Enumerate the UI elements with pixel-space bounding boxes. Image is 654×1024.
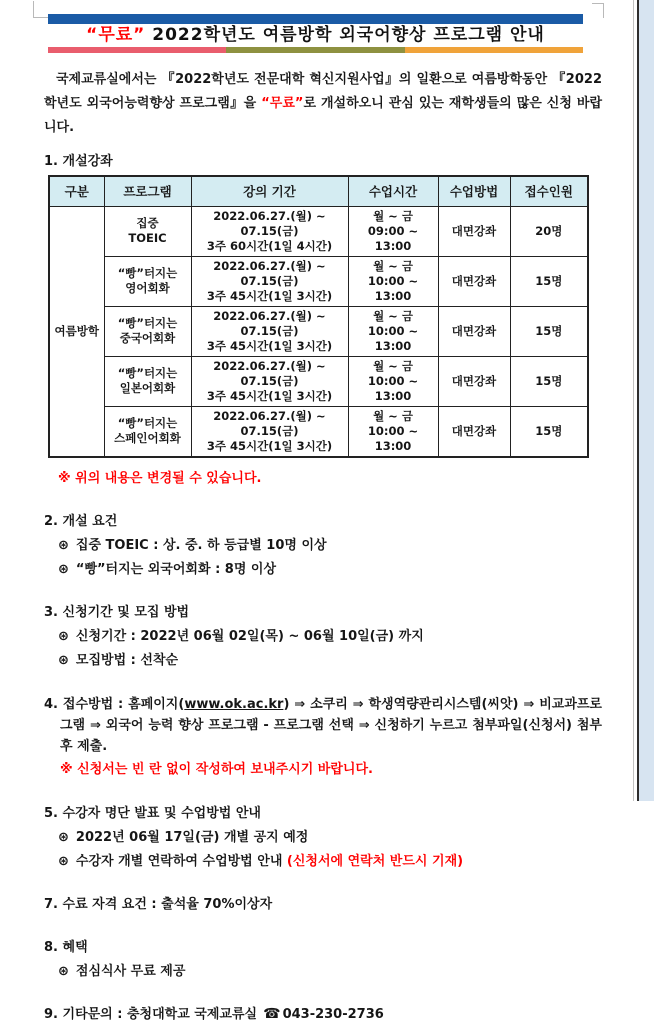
intro-text-pre: 국제교류실에서는 『2022학년도 전문대학 혁신지원사업』의 일환으로 여름방학동안 『2022학년도 외국어능력향상 프로그램』을 (44, 72, 602, 111)
col-header-program: 프로그램 (104, 176, 191, 206)
program-cell: “빵”터지는 스페인어회화 (104, 406, 191, 457)
title-top-bar (48, 14, 583, 24)
list-item (58, 852, 602, 871)
circled-asterisk-icon: ⊛ (58, 652, 69, 668)
title-block (48, 14, 583, 53)
bullet-text: 2022년 06월 17일(금) 개별 공지 예정 (75, 829, 309, 845)
section-5 (44, 804, 602, 871)
section-3 (44, 603, 602, 670)
table-row (49, 256, 588, 306)
section-2-heading: 2. 개설 요건 (44, 513, 118, 529)
capacity-cell: 15명 (510, 306, 588, 356)
capacity-cell: 15명 (510, 406, 588, 457)
capacity-cell: 15명 (510, 256, 588, 306)
circled-asterisk-icon: ⊛ (58, 561, 69, 577)
bullet-text: 신청기간 : 2022년 06월 02일(목) ~ 06월 10일(금) 까지 (75, 628, 424, 644)
bar-segment-pink (48, 47, 226, 53)
circled-asterisk-icon: ⊛ (58, 628, 69, 644)
intro-free-label: “무료” (261, 96, 304, 111)
list-item (58, 651, 602, 670)
phone-icon: ☎ (263, 1005, 281, 1022)
period-cell: 2022.06.27.(월) ~ 07.15(금) 3주 45시간(1일 3시간) (191, 306, 348, 356)
intro-text-post: 로 개설하오니 관심 있는 재학생들의 많은 신청 바랍니다. (44, 96, 602, 135)
bar-segment-orange (405, 47, 583, 53)
period-cell: 2022.06.27.(월) ~ 07.15(금) 3주 60시간(1일 4시간) (191, 206, 348, 256)
circled-asterisk-icon: ⊛ (58, 963, 69, 979)
table-row (49, 406, 588, 457)
list-item (58, 627, 602, 646)
section-4-lead: 4. 접수방법 : 홈페이지( (44, 696, 185, 712)
method-cell: 대면강좌 (438, 406, 510, 457)
period-cell: 2022.06.27.(월) ~ 07.15(금) 3주 45시간(1일 3시간) (191, 406, 348, 457)
section-9 (44, 1005, 602, 1024)
bullet-text: 점심식사 무료 제공 (75, 963, 186, 979)
list-item (58, 962, 602, 981)
group-cell: 여름방학 (49, 206, 104, 457)
col-header-time: 수업시간 (348, 176, 438, 206)
time-cell: 월 ~ 금 09:00 ~ 13:00 (348, 206, 438, 256)
list-item (58, 828, 602, 847)
col-header-method: 수업방법 (438, 176, 510, 206)
col-header-category: 구분 (49, 176, 104, 206)
program-cell: “빵”터지는 일본어회화 (104, 356, 191, 406)
capacity-cell: 20명 (510, 206, 588, 256)
section-3-heading: 3. 신청기간 및 모집 방법 (44, 604, 190, 620)
circled-asterisk-icon: ⊛ (58, 537, 69, 553)
section-5-heading: 5. 수강자 명단 발표 및 수업방법 안내 (44, 805, 261, 821)
section-1-heading: 1. 개설강좌 (44, 154, 113, 169)
website-link[interactable]: www.ok.ac.kr (184, 696, 284, 712)
section-2 (44, 512, 602, 579)
col-header-capacity: 접수인원 (510, 176, 588, 206)
period-cell: 2022.06.27.(월) ~ 07.15(금) 3주 45시간(1일 3시간) (191, 256, 348, 306)
time-cell: 월 ~ 금 10:00 ~ 13:00 (348, 306, 438, 356)
circled-asterisk-icon: ⊛ (58, 829, 69, 845)
time-cell: 월 ~ 금 10:00 ~ 13:00 (348, 256, 438, 306)
table-change-note: ※ 위의 내용은 변경될 수 있습니다. (58, 470, 262, 486)
method-cell: 대면강좌 (438, 306, 510, 356)
table-row (49, 206, 588, 256)
section-4-steps: ) ⇒ 소쿠리 ⇒ 학생역량관리시스템(씨앗) ⇒ 비교과프로그램 ⇒ 외국어 능력 향상 프로그램 - 프로그램 선택 ⇒ 신청하기 누르고 첨부파일(신청서) 첨부 후 제출. (60, 696, 602, 754)
section-7-heading: 7. 수료 자격 요건 : 출석율 70%이상자 (44, 896, 273, 912)
circled-asterisk-icon: ⊛ (58, 853, 69, 869)
bullet-text: 수강자 개별 연락하여 수업방법 안내 (75, 853, 287, 869)
bullet-text: 집중 TOEIC : 상. 중. 하 등급별 10명 이상 (75, 537, 327, 553)
time-cell: 월 ~ 금 10:00 ~ 13:00 (348, 356, 438, 406)
method-cell: 대면강좌 (438, 256, 510, 306)
list-item (58, 560, 602, 579)
title-bottom-bar (48, 47, 583, 53)
program-cell: “빵”터지는 영어회화 (104, 256, 191, 306)
method-cell: 대면강좌 (438, 206, 510, 256)
section-4-paragraph (44, 694, 602, 757)
title-text: 2022학년도 여름방학 외국어향상 프로그램 안내 (145, 25, 545, 45)
section-8 (44, 938, 602, 981)
table-header-row (49, 176, 588, 206)
application-form-note: ※ 신청서는 빈 란 없이 작성하여 보내주시기 바랍니다. (60, 761, 373, 777)
course-table (48, 175, 589, 458)
intro-paragraph (44, 68, 602, 140)
phone-number: 043-230-2736 (282, 1006, 384, 1022)
page-title (48, 24, 583, 47)
section-8-heading: 8. 혜택 (44, 939, 88, 955)
time-cell: 월 ~ 금 10:00 ~ 13:00 (348, 406, 438, 457)
bullet-text: 모집방법 : 선착순 (75, 652, 179, 668)
program-cell: “빵”터지는 중국어회화 (104, 306, 191, 356)
bar-segment-olive (226, 47, 404, 53)
list-item (58, 536, 602, 555)
col-header-period: 강의 기간 (191, 176, 348, 206)
document-content (44, 0, 602, 1024)
page-right-gutter (637, 0, 654, 801)
program-cell: 집중 TOEIC (104, 206, 191, 256)
method-cell: 대면강좌 (438, 356, 510, 406)
table-row (49, 306, 588, 356)
bullet-text: “빵”터지는 외국어회화 : 8명 이상 (75, 561, 277, 577)
period-cell: 2022.06.27.(월) ~ 07.15(금) 3주 45시간(1일 3시간) (191, 356, 348, 406)
section-9-label: 9. 기타문의 : 충청대학교 국제교류실 (44, 1006, 258, 1022)
title-free-label: “무료” (86, 25, 146, 45)
contact-required-note: (신청서에 연락처 반드시 기재) (286, 853, 464, 869)
table-row (49, 356, 588, 406)
capacity-cell: 15명 (510, 356, 588, 406)
